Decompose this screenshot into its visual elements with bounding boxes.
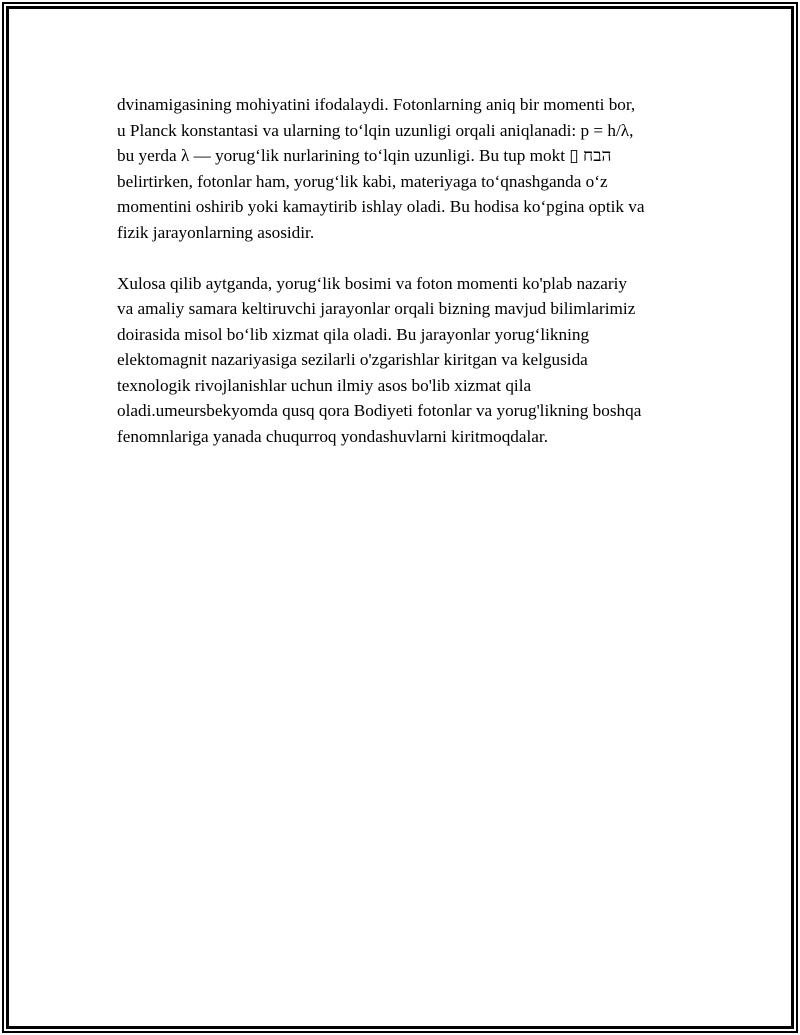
text-line: elektomagnit nazariyasiga sezilarli o'zgarishlar kiritgan va kelgusida xyxy=(117,350,588,369)
document-body xyxy=(117,92,697,475)
paragraph-photon-momentum xyxy=(117,92,697,245)
text-line: u Planck konstantasi va ularning to‘lqin uzunligi orqali aniqlanadi: p = h/λ, xyxy=(117,120,634,140)
text-line: fenomnlariga yanada chuqurroq yondashuvlarni kiritmoqdalar. xyxy=(117,426,548,446)
text-line: texnologik rivojlanishlar uchun ilmiy asos bo'lib xizmat qila xyxy=(117,375,532,395)
text-line: fizik jarayonlarning asosidir. xyxy=(117,222,315,242)
text-line: momentini oshirib yoki kamaytirib ishlay oladi. Bu hodisa ko‘pgina optik va xyxy=(117,197,645,216)
text-line: Xulosa qilib aytganda, yorug‘lik bosimi va foton momenti ko'plab nazariy xyxy=(117,273,628,293)
paragraph-conclusion xyxy=(117,271,697,450)
text-line: doirasida misol bo‘lib xizmat qila oladi. Bu jarayonlar yorug‘likning xyxy=(117,324,590,344)
text-line: dvinamigasining mohiyatini ifodalaydi. Fotonlarning aniq bir momenti bor, xyxy=(117,95,636,114)
text-line: va amaliy samara keltiruvchi jarayonlar orqali bizning mavjud bilimlarimiz xyxy=(117,299,636,318)
text-line: oladi.umeursbekyomda qusq qora Bodiyeti fotonlar va yorug'likning boshqa xyxy=(117,401,642,420)
text-line: bu yerda λ — yorug‘lik nurlarining to‘lqin uzunligi. Bu tup mokt ▯ הבח xyxy=(117,146,612,165)
text-line: belirtirken, fotonlar ham, yorug‘lik kabi, materiyaga to‘qnashganda o‘z xyxy=(117,171,608,191)
